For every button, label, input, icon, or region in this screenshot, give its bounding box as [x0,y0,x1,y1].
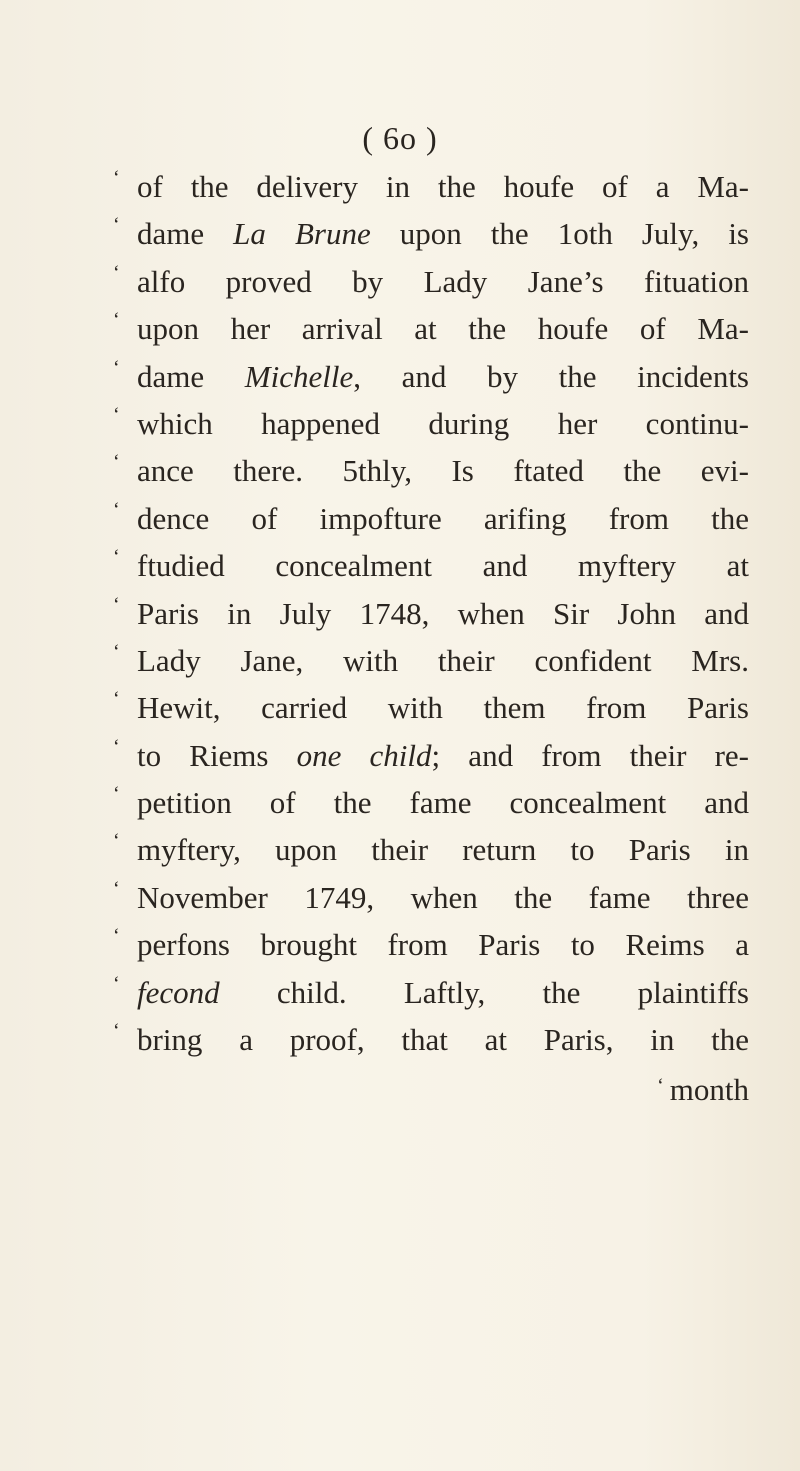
quote-mark: ‘ [113,546,120,569]
text-line: ‘ to Riems one child; and from their re- [137,732,749,779]
text-line: ‘ bring a proof, that at Paris, in the [137,1016,749,1063]
quote-mark: ‘ [113,877,120,900]
text-line: ‘ alfo proved by Lady Jane’s fituation [137,258,749,305]
quote-mark: ‘ [113,214,120,237]
quote-mark: ‘ [113,451,120,474]
quote-mark: ‘ [113,261,120,284]
text-line: ‘ dame La Brune upon the 1oth July, is [137,210,749,257]
quote-mark: ‘ [113,1020,120,1043]
quote-mark: ‘ [657,1075,664,1098]
quote-mark: ‘ [113,688,120,711]
quote-mark: ‘ [113,356,120,379]
text-line: ‘ ftudied concealment and myftery at [137,542,749,589]
quote-mark: ‘ [113,925,120,948]
quote-mark: ‘ [113,593,120,616]
text-line: ‘ November 1749, when the fame three [137,874,749,921]
text-line: ‘ ance there. 5thly, Is ftated the evi- [137,447,749,494]
text-line: ‘ petition of the fame concealment and [137,779,749,826]
body-text [113,163,749,1111]
text-line: ‘ dence of impofture arifing from the [137,495,749,542]
text-line: ‘ month [657,1072,749,1108]
italic-text: La Brune [233,216,371,252]
text-line: ‘ myftery, upon their return to Paris in [137,826,749,873]
text-line: ‘ dame Michelle, and by the incidents [137,353,749,400]
italic-text: one child [296,737,432,773]
text-line: ‘ of the delivery in the houfe of a Ma- [137,163,749,210]
text-line: ‘ fecond child. Laftly, the plaintiffs [137,969,749,1016]
italic-text: Michelle [244,358,354,394]
page-number: ( 6o ) [362,120,438,156]
italic-text: fecond [137,974,220,1010]
text-line: ‘ Paris in July 1748, when Sir John and [137,590,749,637]
quote-mark: ‘ [113,167,120,189]
text-line: ‘ Lady Jane, with their confident Mrs. [137,637,749,684]
quote-mark: ‘ [113,830,120,853]
text-line: ‘ perfons brought from Paris to Reims a [137,921,749,968]
text-line: ‘ Hewit, carried with them from Paris [137,684,749,731]
quote-mark: ‘ [113,309,120,332]
quote-mark: ‘ [113,735,120,758]
quote-mark: ‘ [113,498,120,521]
quote-mark: ‘ [113,640,120,663]
quote-mark: ‘ [113,403,120,426]
text-line: ‘ upon her arrival at the houfe of Ma- [137,305,749,352]
quote-mark: ‘ [113,972,120,995]
quote-mark: ‘ [113,783,120,806]
text-line: ‘ which happened during her continu- [137,400,749,447]
